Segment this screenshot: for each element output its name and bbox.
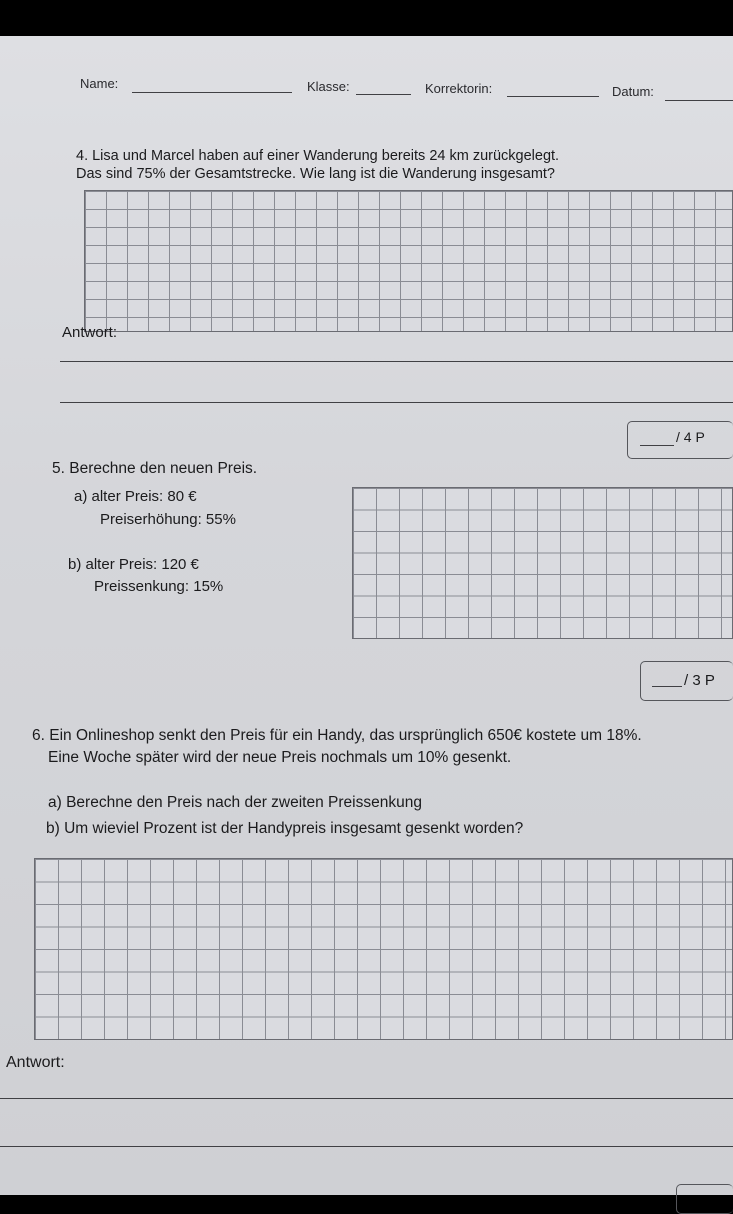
klasse-label: Klasse: (307, 79, 350, 94)
task6-question-line1: 6. Ein Onlineshop senkt den Preis für ein Handy, das ursprünglich 650€ kostete um 18%. (32, 727, 642, 744)
task4-question-line2: Das sind 75% der Gesamtstrecke. Wie lang ist die Wanderung insgesamt? (76, 166, 555, 182)
task5-score-field[interactable] (652, 686, 682, 687)
task6-answer-label: Antwort: (6, 1054, 65, 1071)
task5-score: / 3 P (684, 672, 715, 689)
task6-answer-line-2[interactable] (0, 1146, 733, 1147)
klasse-field-line[interactable] (356, 94, 411, 95)
task4-score-field[interactable] (640, 445, 674, 446)
datum-label: Datum: (612, 84, 654, 99)
task4-score: / 4 P (676, 429, 705, 445)
task4-answer-line-1[interactable] (60, 361, 733, 362)
task6-calculation-grid[interactable] (34, 858, 733, 1040)
worksheet-page (0, 36, 733, 1195)
task6b-question: b) Um wieviel Prozent ist der Handypreis insgesamt gesenkt worden? (46, 820, 524, 837)
task6-answer-line-1[interactable] (0, 1098, 733, 1099)
name-label: Name: (80, 76, 119, 91)
task6a-question: a) Berechne den Preis nach der zweiten Preissenkung (48, 794, 422, 811)
task4-calculation-grid[interactable] (84, 190, 733, 332)
task4-answer-label: Antwort: (62, 324, 118, 341)
task5b-change: Preissenkung: 15% (94, 578, 224, 595)
task5b-old-price: b) alter Preis: 120 € (68, 556, 199, 573)
name-field-line[interactable] (132, 92, 292, 93)
korrektorin-field-line[interactable] (507, 96, 599, 97)
task5a-change: Preiserhöhung: 55% (100, 511, 236, 528)
task5-title: 5. Berechne den neuen Preis. (52, 460, 258, 477)
task5a-old-price: a) alter Preis: 80 € (74, 488, 197, 505)
korrektorin-label: Korrektorin: (425, 81, 493, 96)
task4-question-line1: 4. Lisa und Marcel haben auf einer Wanderung bereits 24 km zurückgelegt. (76, 148, 560, 164)
task6-score-box (676, 1184, 733, 1214)
task5-calculation-grid[interactable] (352, 487, 733, 639)
task6-question-line2: Eine Woche später wird der neue Preis nochmals um 10% gesenkt. (48, 749, 512, 766)
datum-field-line[interactable] (665, 100, 733, 101)
task4-answer-line-2[interactable] (60, 402, 733, 403)
